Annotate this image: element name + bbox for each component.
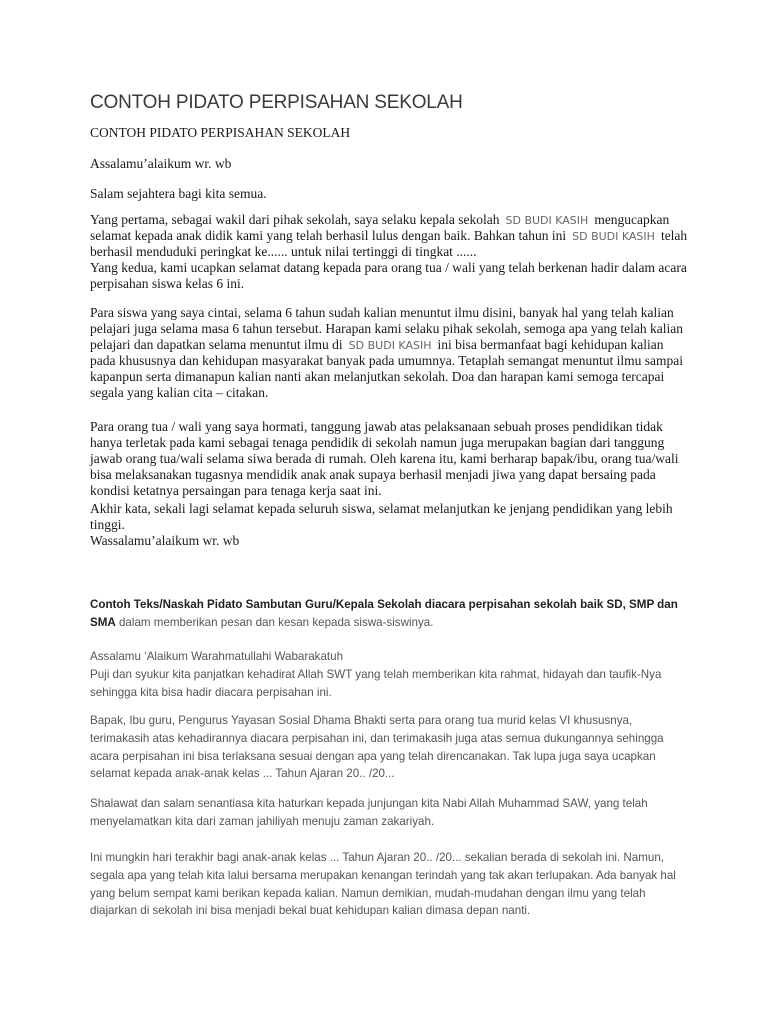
text-line: selamat kepada anak-anak kelas ... Tahun Ajaran 20.. /20... — [90, 767, 395, 781]
text-segment: Contoh Teks/Naskah Pidato Sambutan Guru/Kepala Sekolah diacara perpisahan sekolah baik SD, SMP dan — [90, 598, 678, 611]
text-segment: selamat kepada anak didik kami yang telah berhasil lulus dengan baik. Bahkan tahun ini — [90, 228, 567, 243]
text-line: tinggi. — [90, 517, 125, 532]
paragraph — [90, 305, 710, 401]
text-segment: telah — [660, 228, 688, 243]
text-line — [90, 614, 710, 632]
text-line: perpisahan siswa kelas 6 ini. — [90, 276, 245, 291]
text-line: sehingga kita bisa hadir diacara perpisahan ini. — [90, 685, 332, 699]
text-line: segala apa yang telah kita lalui bersama merupakan kenangan terindah yang tak akan terlupakan. Ada banyak hal — [90, 868, 676, 882]
text-segment: mengucapkan — [594, 212, 670, 227]
text-line: Ini mungkin hari terakhir bagi anak-anak kelas ... Tahun Ajaran 20.. /20... sekalian berada di sekolah ini. Namun, — [90, 851, 665, 864]
text-line: Akhir kata, sekali lagi selamat kepada seluruh siswa, selamat melanjutkan ke jenjang pendidikan yang lebih — [90, 501, 673, 516]
paragraph — [90, 212, 710, 292]
paragraph — [90, 419, 710, 499]
text-segment: pelajari dan dapatkan selama menuntut ilmu di — [90, 337, 343, 352]
text-line: Assalamu’alaikum wr. wb — [90, 156, 232, 171]
text-line: Wassalamu’alaikum wr. wb — [90, 533, 240, 548]
text-line: hanya terletak pada kami sebagai tenaga pendidik di sekolah namun juga merupakan bagian dari tanggung — [90, 435, 665, 450]
text-line: menyelamatkan kita dari zaman jahiliyah menuju zaman zakariyah. — [90, 814, 435, 828]
paragraph — [90, 712, 710, 783]
text-line: Shalawat dan salam senantiasa kita haturkan kepada junjungan kita Nabi Allah Muhammad SAW, yang telah — [90, 797, 648, 810]
text-line: Puji dan syukur kita panjatkan kehadirat Allah SWT yang telah memberikan kita rahmat, hidayah dan taufik-Nya — [90, 667, 662, 681]
text-line: pada khususnya dan kehidupan masyarakat banyak pada umumnya. Tetaplah semangat menuntut ilmu sampai — [90, 353, 684, 368]
text-segment: Yang pertama, sebagai wakil dari pihak sekolah, saya selaku kepala sekolah — [90, 212, 500, 227]
text-line: yang belum sempat kami berikan kepada kalian. Namun demikian, mudah-mudahan dengan ilmu yang telah — [90, 886, 646, 900]
school-name: SD BUDI KASIH — [348, 339, 432, 352]
text-segment: SMA — [90, 615, 116, 629]
paragraph — [90, 501, 710, 549]
text-line: acara perpisahan ini bisa terlaksana sesuai dengan apa yang telah direncanakan. Tak lupa juga saya ucapkan — [90, 749, 656, 763]
text-line: terimakasih atas kehadirannya diacara perpisahan ini, dan terimakasih juga atas semua dukungannya sehingga — [90, 731, 664, 745]
text-line — [90, 596, 710, 614]
text-line: Para siswa yang saya cintai, selama 6 tahun sudah kalian menuntut ilmu disini, banyak hal yang telah kalian — [90, 305, 674, 320]
text-line: Yang kedua, kami ucapkan selamat datang kepada para orang tua / wali yang telah berkenan hadir dalam acara — [90, 260, 687, 275]
school-name: SD BUDI KASIH — [505, 214, 589, 227]
text-segment: ini bisa bermanfaat bagi kehidupan kalian — [437, 337, 664, 352]
paragraph — [90, 125, 710, 141]
paragraph — [90, 795, 710, 831]
text-line — [90, 228, 710, 244]
paragraph — [90, 849, 710, 920]
paragraph — [90, 186, 710, 202]
text-line: pelajari juga selama masa 6 tahun tersebut. Harapan kami selaku pihak sekolah, semoga apa yang telah kalian — [90, 321, 684, 336]
text-line: berhasil menduduki peringkat ke...... untuk nilai tertinggi di tingkat ...... — [90, 244, 477, 259]
paragraph — [90, 648, 710, 701]
text-line: Bapak, Ibu guru, Pengurus Yayasan Sosial Dhama Bhakti serta para orang tua murid kelas VI khususnya, — [90, 714, 633, 727]
text-line: kapanpun serta dimanapun kalian nanti akan melanjutkan sekolah. Doa dan harapan kami semoga tercapai — [90, 369, 665, 384]
text-line: Salam sejahtera bagi kita semua. — [90, 186, 267, 201]
text-line: Para orang tua / wali yang saya hormati, tanggung jawab atas pelaksanaan sebuah proses pendidikan tidak — [90, 419, 663, 434]
text-line — [90, 212, 710, 228]
page-title: CONTOH PIDATO PERPISAHAN SEKOLAH — [90, 92, 463, 113]
text-line: kondisi ketatnya persaingan para tenaga kerja saat ini. — [90, 483, 382, 498]
text-line: CONTOH PIDATO PERPISAHAN SEKOLAH — [90, 125, 351, 140]
text-line: diajarkan di sekolah ini bisa menjadi bekal buat kehidupan kalian dimasa depan nanti. — [90, 904, 531, 918]
paragraph — [90, 596, 710, 632]
text-line: segala yang kalian cita – citakan. — [90, 385, 269, 400]
text-segment: dalam memberikan pesan dan kesan kepada siswa-siswinya. — [115, 615, 434, 629]
text-line: Assalamu ‘Alaikum Warahmatullahi Wabarakatuh — [90, 650, 344, 663]
paragraph — [90, 156, 710, 172]
school-name: SD BUDI KASIH — [572, 230, 655, 243]
text-line — [90, 337, 710, 353]
text-line: jawab orang tua/wali selama siwa berada di rumah. Oleh karena itu, kami berharap bapak/ibu, orang tua/wali — [90, 451, 679, 466]
text-line: bisa melaksanakan tugasnya mendidik anak anak supaya berhasil menjadi jiwa yang dapat bersaing pada — [90, 467, 656, 482]
